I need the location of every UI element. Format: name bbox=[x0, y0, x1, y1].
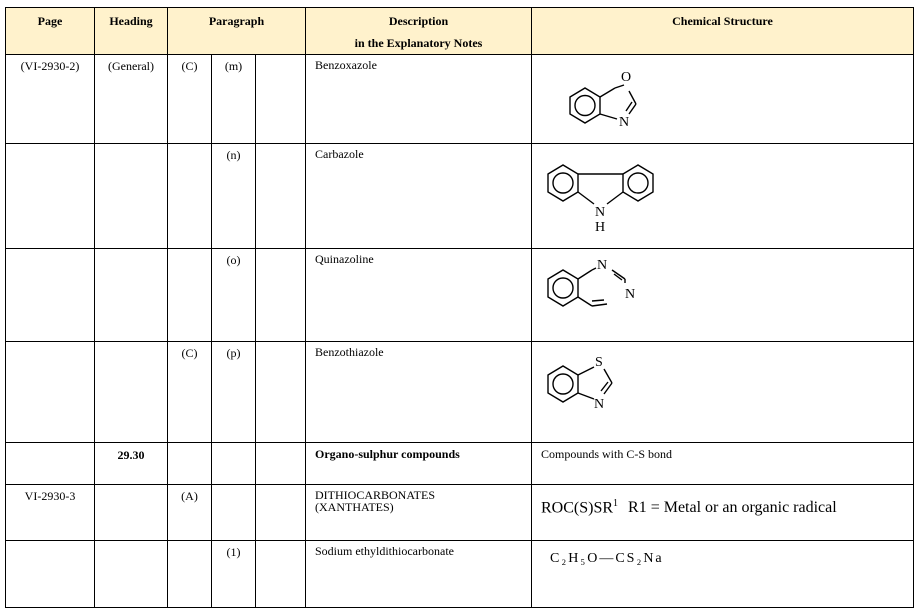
description-cell: Organo-sulphur compounds bbox=[306, 443, 532, 485]
quinazoline-structure-icon bbox=[532, 249, 732, 339]
benzoxazole-structure-icon bbox=[532, 55, 732, 141]
table-row bbox=[6, 485, 914, 541]
subparagraph-cell: (1) bbox=[212, 541, 256, 608]
heading-cell bbox=[95, 541, 168, 608]
subparagraph-cell: (m) bbox=[212, 55, 256, 144]
structure-cell bbox=[532, 485, 914, 541]
structure-cell bbox=[532, 144, 914, 249]
structure-cell bbox=[532, 342, 914, 443]
paragraph-cell: (C) bbox=[168, 55, 212, 144]
page-cell bbox=[6, 144, 95, 249]
table-row bbox=[6, 541, 914, 608]
table-row bbox=[6, 249, 914, 342]
page-cell: VI-2930-3 bbox=[6, 485, 95, 541]
paragraph-cell: (A) bbox=[168, 485, 212, 541]
description-cell: DITHIOCARBONATES (XANTHATES) bbox=[306, 485, 532, 541]
atom-n-label: N bbox=[595, 205, 606, 220]
extra-cell bbox=[256, 485, 306, 541]
page-cell bbox=[6, 249, 95, 342]
header-page: Page bbox=[6, 8, 95, 55]
heading-cell bbox=[95, 144, 168, 249]
explanatory-notes-table bbox=[5, 7, 914, 608]
subparagraph-cell bbox=[212, 485, 256, 541]
heading-cell bbox=[95, 485, 168, 541]
structure-cell: Compounds with C-S bond bbox=[532, 443, 914, 485]
structure-superscript: 1 bbox=[613, 498, 619, 509]
extra-cell bbox=[256, 55, 306, 144]
description-cell: Carbazole bbox=[306, 144, 532, 249]
table-row bbox=[6, 342, 914, 443]
page-cell bbox=[6, 443, 95, 485]
atom-s-label: S bbox=[595, 355, 603, 370]
header-description: Description in the Explanatory Notes bbox=[306, 8, 532, 55]
structure-note: R1 = Metal or an organic radical bbox=[628, 499, 837, 517]
atom-n-label: N bbox=[625, 287, 636, 302]
heading-cell bbox=[95, 249, 168, 342]
extra-cell bbox=[256, 144, 306, 249]
paragraph-cell bbox=[168, 443, 212, 485]
page-cell: (VI-2930-2) bbox=[6, 55, 95, 144]
subparagraph-cell: (p) bbox=[212, 342, 256, 443]
page-cell bbox=[6, 541, 95, 608]
table-row bbox=[6, 144, 914, 249]
extra-cell bbox=[256, 249, 306, 342]
atom-n-label: N bbox=[594, 397, 605, 412]
extra-cell bbox=[256, 541, 306, 608]
extra-cell bbox=[256, 342, 306, 443]
subparagraph-cell: (o) bbox=[212, 249, 256, 342]
paragraph-cell bbox=[168, 541, 212, 608]
structure-formula: ROC(S)SR bbox=[541, 499, 614, 517]
table-row bbox=[6, 443, 914, 485]
carbazole-structure-icon bbox=[532, 144, 732, 246]
description-cell: Benzothiazole bbox=[306, 342, 532, 443]
atom-n-label: N bbox=[597, 258, 608, 273]
heading-cell: 29.30 bbox=[95, 443, 168, 485]
heading-cell bbox=[95, 342, 168, 443]
header-row bbox=[6, 8, 914, 55]
atom-h-label: H bbox=[595, 220, 606, 235]
heading-cell: (General) bbox=[95, 55, 168, 144]
subparagraph-cell: (n) bbox=[212, 144, 256, 249]
description-cell: Quinazoline bbox=[306, 249, 532, 342]
structure-cell bbox=[532, 55, 914, 144]
description-cell: Sodium ethyldithiocarbonate bbox=[306, 541, 532, 608]
header-structure: Chemical Structure bbox=[532, 8, 914, 55]
description-cell: Benzoxazole bbox=[306, 55, 532, 144]
header-paragraph: Paragraph bbox=[168, 8, 306, 55]
atom-n-label: N bbox=[619, 115, 630, 130]
atom-o-label: O bbox=[621, 70, 632, 85]
paragraph-cell bbox=[168, 249, 212, 342]
benzothiazole-structure-icon bbox=[532, 342, 732, 440]
subparagraph-cell bbox=[212, 443, 256, 485]
structure-cell: C₂H₅O—CS₂Na bbox=[532, 541, 914, 608]
extra-cell bbox=[256, 443, 306, 485]
paragraph-cell bbox=[168, 144, 212, 249]
page-cell bbox=[6, 342, 95, 443]
structure-cell bbox=[532, 249, 914, 342]
header-heading: Heading bbox=[95, 8, 168, 55]
table-row bbox=[6, 55, 914, 144]
paragraph-cell: (C) bbox=[168, 342, 212, 443]
